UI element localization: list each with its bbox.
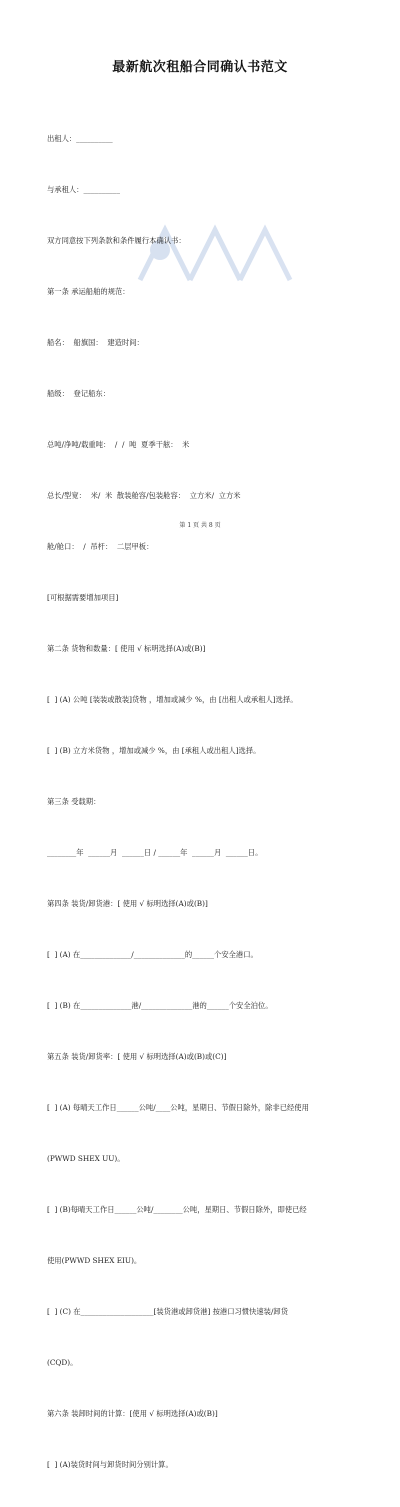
page-footer: 第 1 页 共 8 页 <box>179 522 221 529</box>
line-clause-2: 第二条 货物和数量：[ 使用 √ 标明选择(A)或(B)] <box>47 644 206 653</box>
line-ship-name: 船名： 船旗国： 建造时间： <box>47 338 144 347</box>
line-clause-5c: [ ] (C) 在____________________[装货港或卸货港] 按港口习惯快速装/卸货 <box>47 1307 289 1316</box>
document-body <box>47 96 367 1507</box>
line-clause-2a: [ ] (A) 公吨 [装装或散装]货物 ，增加或减少 %，由 [出租人或承租人]选择。 <box>47 695 298 704</box>
line-dimensions: 总长/型宽： 米/ 米 散装舱容/包装舱容： 立方米/ 立方米 <box>47 491 241 500</box>
line-lessor: 出租人：__________ <box>47 134 113 143</box>
line-clause-2b: [ ] (B) 立方米货物 ，增加或减少 %，由 [承租人或出租人]选择。 <box>47 746 261 755</box>
line-clause-1: 第一条 承运船舶的规范： <box>47 287 130 296</box>
line-clause-5a-cont: (PWWD SHEX UU)。 <box>47 1154 125 1163</box>
line-clause-4: 第四条 装货/卸货港：[ 使用 √ 标明选择(A)或(B)] <box>47 899 208 908</box>
document-title: 最新航次租船合同确认书范文 <box>112 60 288 75</box>
line-ship-class: 船级： 登记船东： <box>47 389 111 398</box>
line-laycan: ________年 ______月 ______日 / ______年 ______月 ______日。 <box>47 848 263 857</box>
line-charterer: 与承租人：__________ <box>47 185 120 194</box>
line-clause-5a: [ ] (A) 每晴天工作日______公吨/____公吨，星期日、节假日除外，除非已经使用 <box>47 1103 309 1112</box>
line-clause-4a: [ ] (A) 在______________/______________的______个安全港口。 <box>47 950 258 959</box>
line-tonnage: 总吨/净吨/载重吨： / / 吨 夏季干舷： 米 <box>47 440 190 449</box>
line-clause-6: 第六条 装卸时间的计算：[使用 √ 标明选择(A)或(B)] <box>47 1409 218 1418</box>
line-clause-6a: [ ] (A)装货时间与卸货时间分别计算。 <box>47 1460 173 1469</box>
line-clause-3: 第三条 受载期： <box>47 797 101 806</box>
line-clause-5b: [ ] (B)每晴天工作日______公吨/________公吨，星期日、节假日除外，即使已经 <box>47 1205 307 1214</box>
line-clause-5c-cont: (CQD)。 <box>47 1358 78 1367</box>
line-holds: 舱/舱口： / 吊杆： 二层甲板： <box>47 542 154 551</box>
line-note: [可根据需要增加项目] <box>47 593 119 602</box>
line-clause-5: 第五条 装货/卸货率：[ 使用 √ 标明选择(A)或(B)或(C)] <box>47 1052 227 1061</box>
line-clause-4b: [ ] (B) 在______________港/______________港的______个安全泊位。 <box>47 1001 273 1010</box>
line-clause-5b-cont: 使用(PWWD SHEX EIU)。 <box>47 1256 142 1265</box>
line-agreement: 双方同意按下列条款和条件履行本确认书： <box>47 236 186 245</box>
